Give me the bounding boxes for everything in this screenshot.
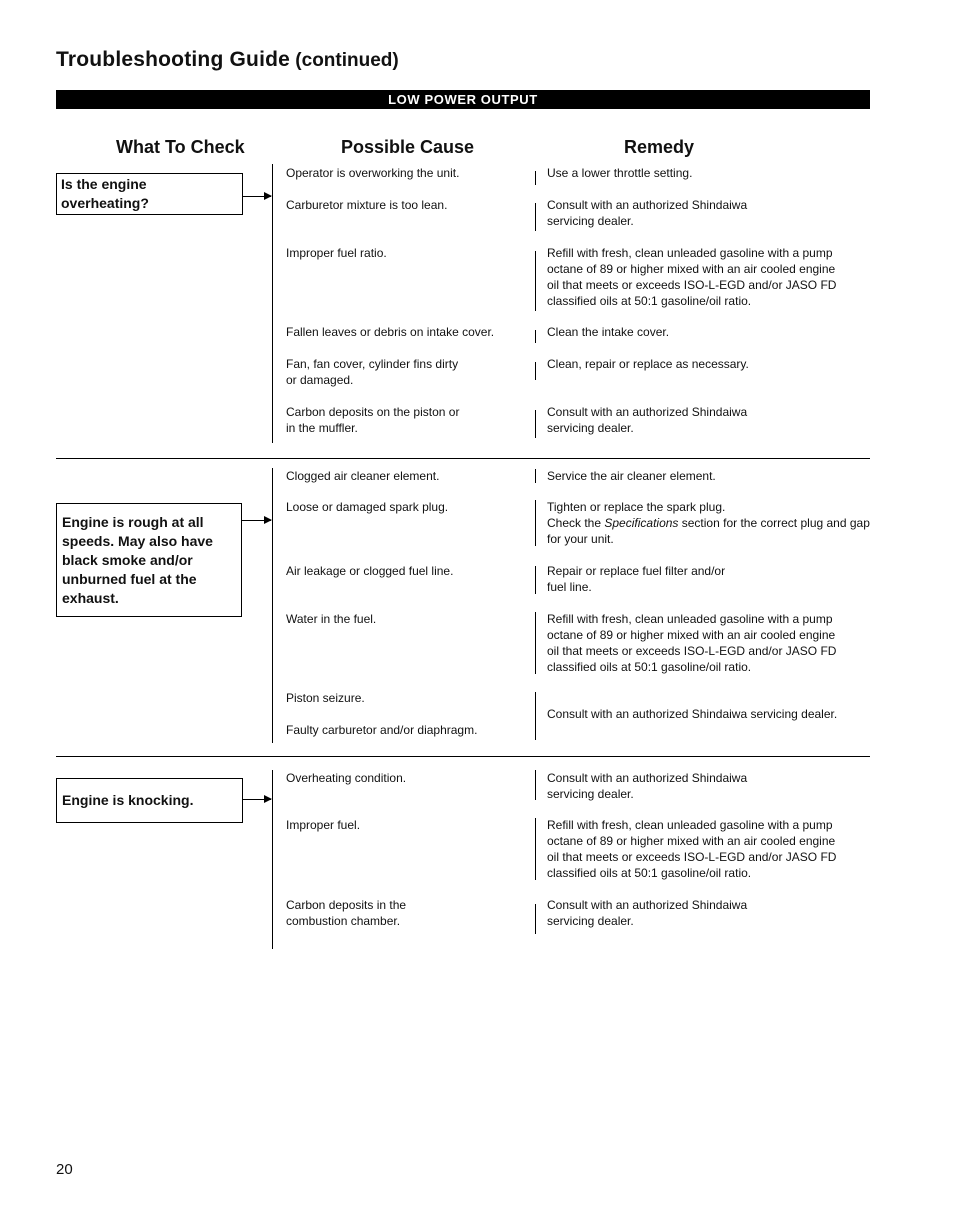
remedy-bracket — [535, 904, 536, 934]
cause-item: Air leakage or clogged fuel line. — [286, 564, 454, 578]
cause-item: Overheating condition. — [286, 771, 407, 785]
cause-item: Carburetor mixture is too lean. — [286, 198, 448, 212]
remedy-bracket — [535, 171, 536, 185]
remedy-bracket — [535, 770, 536, 800]
specifications-note — [547, 515, 877, 531]
remedy-item: Tighten or replace the spark plug. — [547, 500, 726, 514]
check-box-overheating: Is the engine overheating? — [56, 173, 243, 215]
cause-bracket — [272, 770, 273, 949]
remedy-bracket — [535, 362, 536, 380]
arrow-right-icon — [243, 799, 271, 800]
cause-item: Piston seizure. — [286, 691, 365, 705]
cause-item: Water in the fuel. — [286, 612, 377, 626]
column-header-cause: Possible Cause — [341, 137, 475, 157]
column-header-check: What To Check — [116, 137, 245, 157]
remedy-bracket — [535, 566, 536, 594]
remedy-item: Consult with an authorized Shindaiwa servicing dealer. — [547, 198, 748, 228]
arrow-right-icon — [243, 196, 271, 197]
cause-item: Improper fuel. — [286, 818, 361, 832]
remedy-bracket — [535, 410, 536, 438]
spec-note-emphasis: Specifications — [604, 516, 679, 530]
remedy-item: Refill with fresh, clean unleaded gasoline with a pump octane of 89 or higher mixed with an air cooled engine oil that meets or exceeds ISO-L-EGD and/or JASO FD classified oils at 50:1 gasoline/oil ratio. — [547, 818, 837, 880]
remedy-item: Consult with an authorized Shindaiwa servicing dealer. — [547, 707, 838, 721]
remedy-item: Service the air cleaner element. — [547, 469, 716, 483]
section-divider — [56, 458, 870, 459]
cause-item: Fan, fan cover, cylinder fins dirty or damaged. — [286, 357, 459, 387]
remedy-bracket — [535, 330, 536, 343]
remedy-bracket — [535, 251, 536, 311]
remedy-bracket — [535, 818, 536, 880]
page-number: 20 — [56, 1161, 73, 1178]
remedy-bracket — [535, 203, 536, 231]
column-header-remedy: Remedy — [624, 137, 695, 157]
remedy-item: Consult with an authorized Shindaiwa servicing dealer. — [547, 898, 748, 928]
cause-item: Carbon deposits on the piston or in the muffler. — [286, 405, 460, 435]
cause-item: Improper fuel ratio. — [286, 246, 387, 260]
remedy-item: Refill with fresh, clean unleaded gasoline with a pump octane of 89 or higher mixed with an air cooled engine oil that meets or exceeds ISO-L-EGD and/or JASO FD classified oils at 50:1 gasoline/oil ratio. — [547, 612, 837, 674]
check-box-engine-rough: Engine is rough at all speeds. May also have black smoke and/or unburned fuel at the exhaust. — [56, 503, 242, 617]
cause-item: Operator is overworking the unit. — [286, 166, 460, 180]
arrow-right-icon — [242, 520, 271, 521]
remedy-bracket — [535, 469, 536, 483]
title-continued: (continued) — [290, 50, 399, 71]
title-main: Troubleshooting Guide — [56, 48, 291, 71]
remedy-item: Use a lower throttle setting. — [547, 166, 693, 180]
remedy-bracket — [535, 692, 536, 740]
cause-item: Faulty carburetor and/or diaphragm. — [286, 723, 478, 737]
cause-item: Carbon deposits in the combustion chamber. — [286, 898, 407, 928]
specifications-note-line2: for your unit. — [547, 532, 614, 546]
remedy-item: Clean, repair or replace as necessary. — [547, 357, 749, 371]
cause-item: Clogged air cleaner element. — [286, 469, 440, 483]
section-banner: LOW POWER OUTPUT — [56, 90, 870, 109]
remedy-item: Consult with an authorized Shindaiwa servicing dealer. — [547, 771, 748, 801]
remedy-bracket — [535, 500, 536, 546]
spec-note-after: section for the correct plug and gap — [678, 516, 870, 530]
remedy-item: Consult with an authorized Shindaiwa servicing dealer. — [547, 405, 748, 435]
remedy-item: Repair or replace fuel filter and/or fuel line. — [547, 564, 726, 594]
cause-item: Loose or damaged spark plug. — [286, 500, 449, 514]
check-box-knocking: Engine is knocking. — [56, 778, 243, 823]
cause-bracket — [272, 164, 273, 443]
page-title — [56, 48, 399, 72]
remedy-bracket — [535, 612, 536, 674]
spec-note-before: Check the — [547, 516, 605, 530]
cause-bracket — [272, 468, 273, 743]
remedy-item: Clean the intake cover. — [547, 325, 670, 339]
section-divider — [56, 756, 870, 757]
cause-item: Fallen leaves or debris on intake cover. — [286, 325, 495, 339]
remedy-item: Refill with fresh, clean unleaded gasoline with a pump octane of 89 or higher mixed with an air cooled engine oil that meets or exceeds ISO-L-EGD and/or JASO FD classified oils at 50:1 gasoline/oil ratio. — [547, 246, 837, 308]
